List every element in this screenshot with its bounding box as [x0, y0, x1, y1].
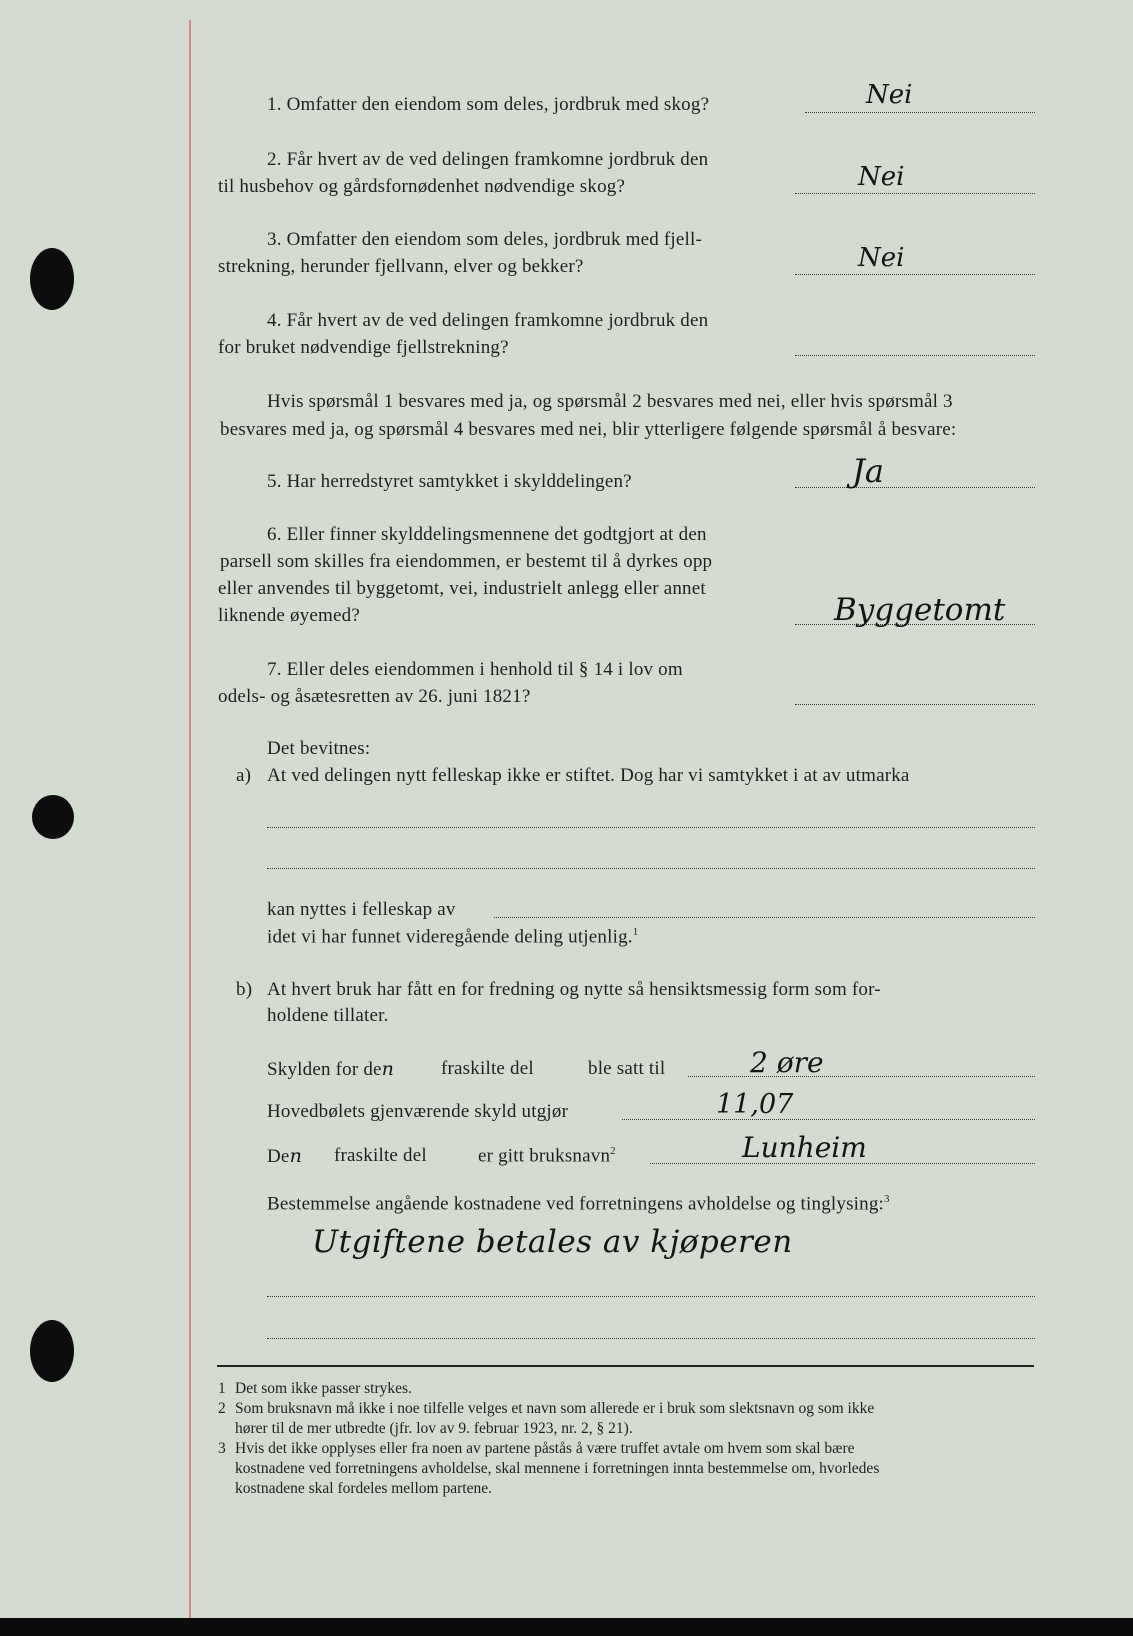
question-5: 5. Har herredstyret samtykket i skylddelingen?	[267, 471, 632, 492]
blank-line-a2	[267, 868, 1035, 869]
footnote-2-number: 2	[218, 1400, 226, 1417]
answer-2: Nei	[858, 162, 905, 192]
question-6-line-2: parsell som skilles fra eiendommen, er bestemt til å dyrkes opp	[220, 551, 713, 572]
margin-line	[189, 20, 191, 1618]
footnote-1-number: 1	[218, 1380, 226, 1397]
question-4-line-2: for bruket nødvendige fjellstrekning?	[218, 337, 509, 358]
answer-3: Nei	[858, 243, 905, 273]
punch-hole-top	[30, 248, 74, 310]
footnote-3-line-1: Hvis det ikke opplyses eller fra noen av partene påstås å være truffet avtale om hvem som skal bære	[235, 1440, 855, 1457]
hoved-label: Hovedbølets gjenværende skyld utgjør	[267, 1101, 569, 1122]
question-2-line-1: 2. Får hvert av de ved delingen framkomne jordbruk den	[267, 149, 709, 170]
hoved-value: 11,07	[716, 1089, 794, 1120]
question-7-line-1: 7. Eller deles eiendommen i henhold til § 14 i lov om	[267, 659, 683, 680]
footnote-2-line-1: Som bruksnavn må ikke i noe tilfelle velges et navn som allerede er i bruk som slektsnavn og som ikke	[235, 1400, 875, 1417]
answer-6: Byggetomt	[834, 592, 1006, 628]
answer-5: Ja	[852, 452, 884, 490]
attest-b-line-1: At hvert bruk har fått en for fredning og nytte så hensiktsmessig form som for-	[267, 979, 881, 1000]
footnote-3-line-2: kostnadene ved forretningens avholdelse, skal mennene i forretningen innta bestemmelse om, hvorledes	[235, 1460, 880, 1477]
condition-line-1: Hvis spørsmål 1 besvares med ja, og spørsmål 2 besvares med nei, eller hvis spørsmål 3	[267, 391, 953, 412]
question-2-line-2: til husbehov og gårdsfornødenhet nødvendige skog?	[218, 176, 626, 197]
question-6-line-4: liknende øyemed?	[218, 605, 360, 626]
question-4-line-1: 4. Får hvert av de ved delingen framkomne jordbruk den	[267, 310, 709, 331]
kost-value: Utgiftene betales av kjøperen	[312, 1224, 793, 1260]
kost-line-1	[267, 1296, 1035, 1297]
footnote-2-line-2: hører til de mer utbredte (jfr. lov av 9. februar 1923, nr. 2, § 21).	[235, 1420, 633, 1437]
navn-label-1: Den	[267, 1145, 302, 1167]
attest-heading: Det bevitnes:	[267, 738, 371, 759]
navn-value: Lunheim	[742, 1131, 867, 1164]
punch-hole-bottom	[30, 1320, 74, 1382]
kost-line-2	[267, 1338, 1035, 1339]
answer-line-1	[805, 112, 1035, 113]
skyld-handwritten-suffix: n	[381, 1058, 395, 1080]
question-6-line-1: 6. Eller finner skylddelingsmennene det godtgjort at den	[267, 524, 707, 545]
answer-line-4	[795, 355, 1035, 356]
shared-use-line	[494, 917, 1035, 918]
question-6-line-3: eller anvendes til byggetomt, vei, industrielt anlegg eller annet	[218, 578, 706, 599]
footnote-3-line-3: kostnadene skal fordeles mellom partene.	[235, 1480, 492, 1497]
footnote-3-number: 3	[218, 1440, 226, 1457]
navn-label-2: fraskilte del	[334, 1145, 427, 1166]
attest-a-text: At ved delingen nytt felleskap ikke er stiftet. Dog har vi samtykket i at av utmarka	[267, 765, 910, 786]
kost-footnote-ref: 3	[884, 1193, 890, 1205]
skyld-label-2: fraskilte del	[441, 1058, 534, 1079]
question-3-line-1: 3. Omfatter den eiendom som deles, jordbruk med fjell-	[267, 229, 703, 250]
skyld-label-3: ble satt til	[588, 1058, 666, 1079]
question-1: 1. Omfatter den eiendom som deles, jordbruk med skog?	[267, 94, 710, 115]
question-3-line-2: strekning, herunder fjellvann, elver og bekker?	[218, 256, 584, 277]
navn-label-3: er gitt bruksnavn$^2$	[478, 1145, 616, 1167]
kost-label: Bestemmelse angående kostnadene ved forretningens avholdelse og tinglysing:$^3$	[267, 1193, 890, 1215]
question-7-line-2: odels- og åsætesretten av 26. juni 1821?	[218, 686, 531, 707]
hoved-line	[622, 1119, 1035, 1120]
answer-line-3	[795, 274, 1035, 275]
attest-a-label: a)	[236, 765, 252, 786]
answer-line-7	[795, 704, 1035, 705]
skyld-line	[688, 1076, 1035, 1077]
reason-footnote-ref: 1	[632, 926, 639, 938]
attest-b-label: b)	[236, 979, 253, 1000]
attest-b-line-2: holdene tillater.	[267, 1005, 389, 1026]
reason-text: idet vi har funnet videregående deling utjenlig.$^1$	[267, 926, 639, 948]
footnote-rule	[217, 1365, 1034, 1367]
footnote-1-line-1: Det som ikke passer strykes.	[235, 1380, 412, 1397]
shared-use-label: kan nyttes i felleskap av	[267, 899, 456, 920]
condition-line-2: besvares med ja, og spørsmål 4 besvares med nei, blir ytterligere følgende spørsmål å besvare:	[220, 419, 957, 440]
skyld-label-1: Skylden for den	[267, 1058, 395, 1080]
skyld-value: 2 øre	[750, 1046, 824, 1079]
answer-1: Nei	[866, 80, 913, 110]
punch-hole-middle	[32, 795, 74, 839]
navn-footnote-ref: 2	[610, 1145, 616, 1157]
navn-handwritten-suffix: n	[289, 1145, 302, 1167]
answer-line-2	[795, 193, 1035, 194]
answer-line-5	[795, 487, 1035, 488]
blank-line-a1	[267, 827, 1035, 828]
